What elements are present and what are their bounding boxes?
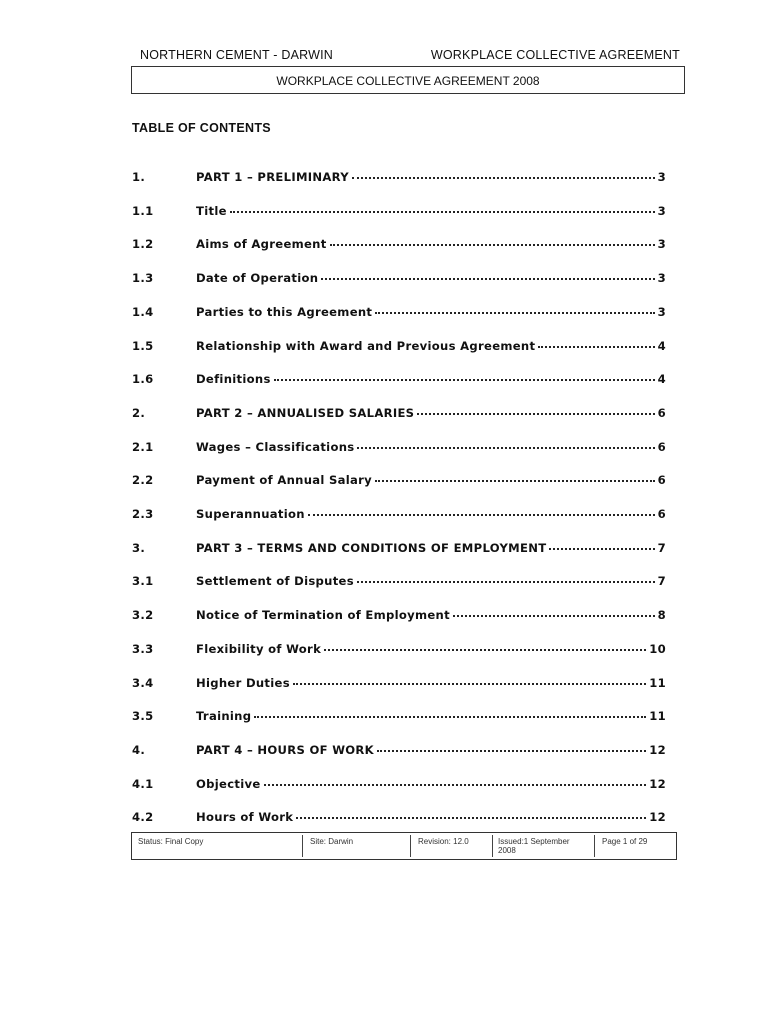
toc-entry (132, 473, 666, 491)
toc-leader-dots (321, 278, 654, 280)
footer-divider (492, 835, 493, 857)
toc-entry-page: 7 (657, 540, 666, 555)
footer-box (131, 832, 677, 860)
toc-entry (132, 339, 666, 357)
toc-entry (132, 440, 666, 458)
toc-entry-title: Definitions (196, 372, 271, 387)
toc-entry-page: 6 (657, 405, 666, 420)
document-title: WORKPLACE COLLECTIVE AGREEMENT 2008 (276, 74, 540, 88)
toc-leader-dots (352, 177, 655, 179)
toc-entry-page: 7 (657, 574, 666, 589)
toc-entry-title: Flexibility of Work (196, 641, 322, 656)
toc-entry (132, 372, 666, 390)
footer-issued-line2: 2008 (498, 846, 516, 855)
toc-entry-page: 11 (649, 709, 666, 724)
toc-leader-dots (375, 312, 654, 314)
toc-entry-number: 3.3 (132, 641, 154, 656)
toc-entry-title: Date of Operation (196, 271, 319, 286)
toc-entry (132, 574, 666, 592)
toc-leader-dots (264, 784, 647, 786)
toc-entry-title: PART 1 – PRELIMINARY (196, 170, 349, 184)
toc-entry-title: Title (196, 203, 227, 218)
toc-entry-title: PART 3 – TERMS AND CONDITIONS OF EMPLOYMENT (196, 540, 547, 555)
toc-entry-number: 3.5 (132, 709, 154, 724)
toc-entry-page: 3 (657, 170, 666, 184)
toc-entry (132, 271, 666, 289)
toc-entry-title: Settlement of Disputes (196, 574, 354, 589)
toc-leader-dots (324, 649, 646, 651)
toc-entry-page: 6 (657, 507, 666, 521)
toc-entry-number: 1.2 (132, 237, 154, 252)
toc-entry-title: PART 4 – HOURS OF WORK (196, 742, 374, 757)
toc-leader-dots (549, 548, 654, 550)
footer-divider (594, 835, 595, 857)
toc-entry-number: 2.3 (132, 507, 154, 521)
toc-leader-dots (357, 447, 654, 449)
toc-entry (132, 743, 666, 761)
header-right: WORKPLACE COLLECTIVE AGREEMENT (430, 48, 680, 62)
toc-entry (132, 305, 666, 323)
footer-issued-line1: Issued:1 September (498, 837, 570, 846)
toc-entry-title: Training (196, 709, 252, 724)
toc-entry (132, 608, 666, 626)
toc-leader-dots (308, 514, 655, 516)
toc-entry-title: Objective (196, 776, 261, 791)
footer-page: Page 1 of 29 (602, 837, 648, 846)
toc-leader-dots (230, 211, 655, 213)
toc-leader-dots (453, 615, 655, 617)
toc-entry-page: 12 (649, 776, 666, 791)
toc-entry-number: 1.1 (132, 203, 154, 218)
toc-entry-number: 2.2 (132, 473, 154, 488)
toc-entry-title: Hours of Work (196, 810, 294, 825)
toc-entry-page: 6 (657, 439, 666, 454)
toc-entry-page: 3 (657, 203, 666, 218)
toc-entry-number: 4. (132, 742, 146, 757)
footer-site: Site: Darwin (310, 837, 354, 846)
footer-revision: Revision: 12.0 (418, 837, 469, 846)
toc-entry-number: 2. (132, 405, 146, 420)
toc-entry (132, 170, 666, 188)
toc-entry-title: Relationship with Award and Previous Agreement (196, 338, 536, 353)
toc-entry-title: Aims of Agreement (196, 237, 327, 252)
toc-entry (132, 777, 666, 795)
toc-entry-number: 4.1 (132, 776, 154, 791)
toc-leader-dots (375, 480, 655, 482)
toc-entry-page: 11 (649, 675, 666, 690)
toc-entry-title: PART 2 – ANNUALISED SALARIES (196, 405, 415, 420)
toc-leader-dots (357, 581, 655, 583)
toc-entry-number: 1.3 (132, 271, 154, 286)
toc-entry (132, 204, 666, 222)
toc-entry (132, 507, 666, 525)
toc-leader-dots (377, 750, 646, 752)
toc-entry (132, 676, 666, 694)
toc-entry (132, 810, 666, 828)
toc-entry (132, 642, 666, 660)
toc-entry-page: 6 (657, 473, 666, 488)
toc-entry-title: Superannuation (196, 507, 305, 521)
toc-leader-dots (330, 244, 655, 246)
document-title-box (131, 66, 685, 94)
toc-entry-number: 2.1 (132, 439, 154, 454)
toc-entry-number: 3.2 (132, 608, 154, 623)
toc-entry-number: 1.4 (132, 304, 154, 319)
toc-entry-number: 3. (132, 540, 146, 555)
toc-leader-dots (538, 346, 654, 348)
toc-entry-page: 8 (657, 608, 666, 623)
toc-leader-dots (296, 817, 646, 819)
toc-entry (132, 541, 666, 559)
toc-entry-page: 4 (657, 372, 666, 387)
header-left: NORTHERN CEMENT - DARWIN (140, 48, 334, 62)
toc-entry-page: 10 (649, 641, 666, 656)
toc-leader-dots (293, 683, 646, 685)
toc-entry-title: Notice of Termination of Employment (196, 608, 450, 623)
footer-divider (410, 835, 411, 857)
toc-entry-number: 1. (132, 170, 146, 184)
toc-entry-page: 4 (657, 338, 666, 353)
toc-entry-page: 12 (649, 742, 666, 757)
toc-entry (132, 709, 666, 727)
toc-entry-number: 1.6 (132, 372, 154, 387)
toc-leader-dots (417, 413, 654, 415)
toc-entry-page: 3 (657, 237, 666, 252)
toc-entry-number: 4.2 (132, 810, 154, 825)
toc-entry-number: 3.1 (132, 574, 154, 589)
toc-leader-dots (274, 379, 655, 381)
toc-entry-page: 3 (657, 304, 666, 319)
toc-leader-dots (254, 716, 646, 718)
toc-entry-title: Payment of Annual Salary (196, 473, 373, 488)
toc-heading: TABLE OF CONTENTS (132, 121, 271, 135)
footer-divider (302, 835, 303, 857)
toc-entry-page: 12 (649, 810, 666, 825)
toc-entry-title: Higher Duties (196, 675, 290, 690)
toc-entry (132, 237, 666, 255)
toc-entry (132, 406, 666, 424)
footer-status: Status: Final Copy (138, 837, 204, 846)
toc-entry-number: 1.5 (132, 338, 154, 353)
toc-entry-number: 3.4 (132, 675, 154, 690)
toc-entry-title: Parties to this Agreement (196, 304, 373, 319)
toc-entry-page: 3 (657, 271, 666, 286)
toc-entry-title: Wages – Classifications (196, 439, 355, 454)
